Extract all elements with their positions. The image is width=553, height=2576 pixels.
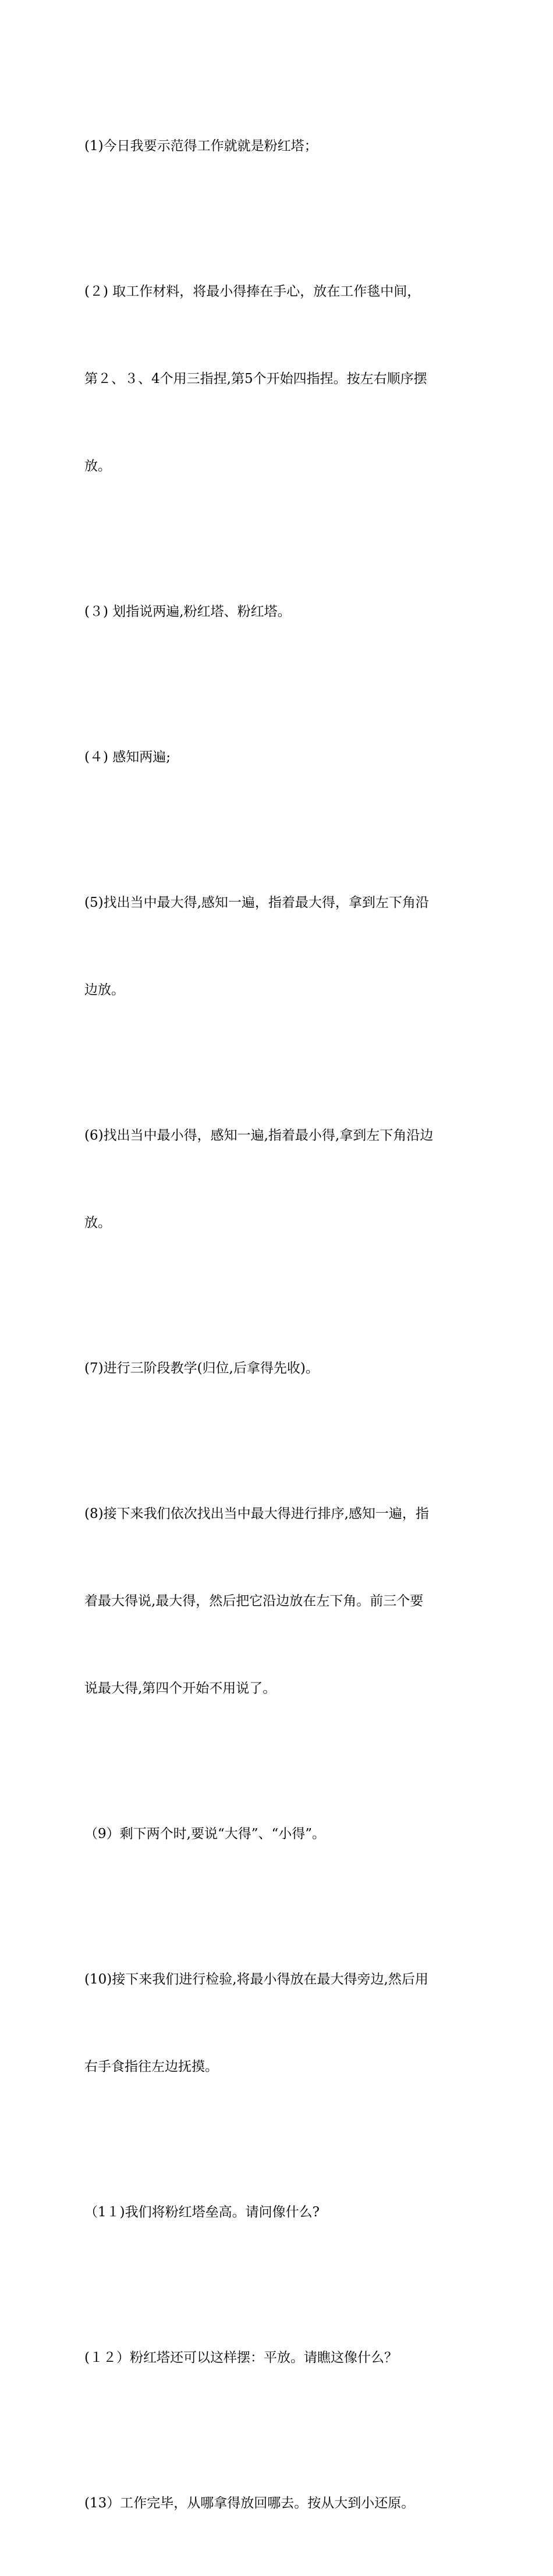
- paragraph-step-2: [84, 219, 471, 539]
- paragraph-step-5: [84, 830, 471, 1063]
- text-line: 第２、３、4个用三指捏,第5个开始四指捏。按左右顺序摆: [84, 371, 427, 386]
- text-line: 放。: [84, 1215, 111, 1230]
- document-body: [84, 73, 471, 2576]
- text-line: 说最大得,第四个开始不用说了。: [84, 1681, 276, 1696]
- paragraph-step-7: [84, 1296, 471, 1441]
- paragraph-step-12: [84, 2285, 471, 2430]
- text-line: (1)今日我要示范得工作就就是粉红塔；: [84, 139, 318, 154]
- paragraph-step-6: [84, 1063, 471, 1296]
- text-line: (6)找出当中最小得，感知一遍,指着最小得,拿到左下角沿边: [84, 1128, 434, 1143]
- text-line: 右手食指往左边抚摸。: [84, 2059, 218, 2074]
- paragraph-step-11: [84, 2139, 471, 2285]
- text-line: (13）工作完毕，从哪拿得放回哪去。按从大到小还原。: [84, 2496, 415, 2511]
- paragraph-step-4: [84, 684, 471, 830]
- text-line: (10)接下来我们进行检验,将最小得放在最大得旁边,然后用: [84, 1972, 428, 1987]
- text-line: 放。: [84, 459, 111, 474]
- paragraph-step-13: [84, 2430, 471, 2576]
- paragraph-step-3: [84, 539, 471, 684]
- text-line: (３) 划指说两遍,粉红塔、粉红塔。: [84, 604, 291, 619]
- text-line: 着最大得说,最大得，然后把它沿边放在左下角。前三个要: [84, 1594, 424, 1609]
- text-line: (5)找出当中最大得,感知一遍，指着最大得，拿到左下角沿: [84, 895, 429, 910]
- text-line: (8)接下来我们依次找出当中最大得进行排序,感知一遍，指: [84, 1506, 429, 1521]
- text-line: (２) 取工作材料，将最小得捧在手心，放在工作毯中间，: [84, 284, 421, 299]
- paragraph-step-9: [84, 1761, 471, 1907]
- text-line: (４) 感知两遍;: [84, 750, 171, 765]
- text-line: (１２）粉红塔还可以这样摆：平放。请瞧这像什么？: [84, 2350, 398, 2365]
- paragraph-step-1: [84, 73, 471, 219]
- text-line: (7)进行三阶段教学(归位,后拿得先收)。: [84, 1361, 319, 1376]
- paragraph-step-8: [84, 1441, 471, 1761]
- paragraph-step-10: [84, 1907, 471, 2139]
- text-line: （9）剩下两个时,要说“大得”、“小得”。: [84, 1826, 325, 1841]
- text-line: 边放。: [84, 982, 125, 998]
- text-line: （1１)我们将粉红塔垒高。请问像什么?: [84, 2205, 320, 2220]
